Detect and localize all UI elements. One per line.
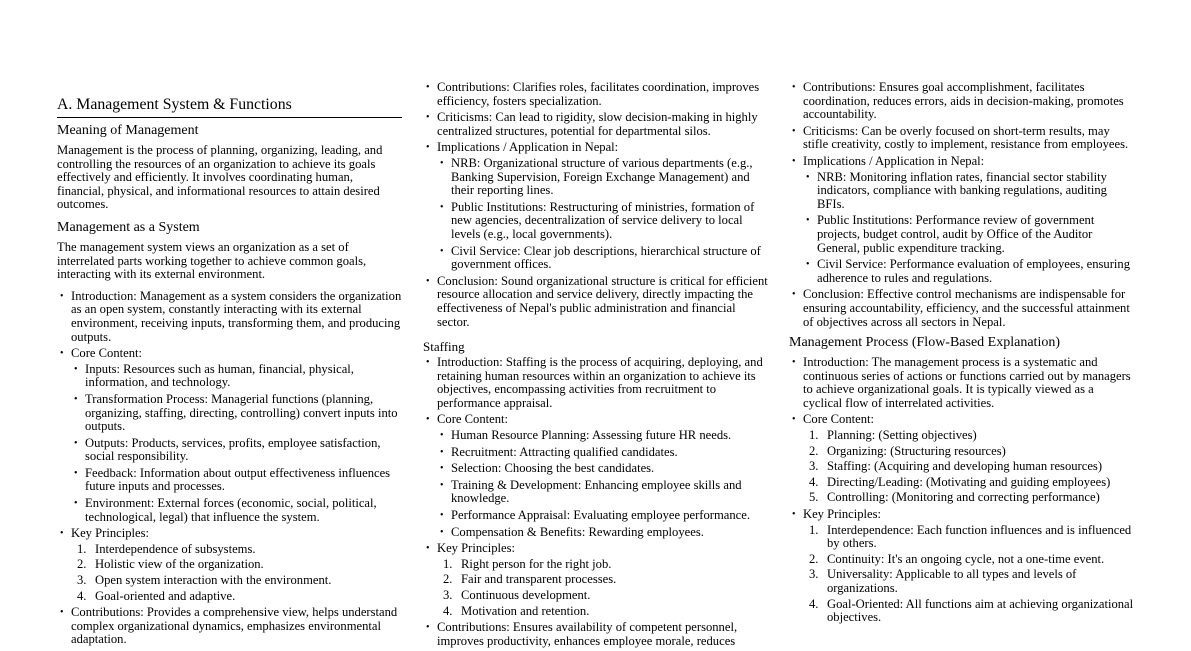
process-heading: Management Process (Flow-Based Explanation) (789, 335, 1060, 351)
list-item: 1. Interdependence of subsystems. (77, 541, 256, 556)
principles-list (437, 558, 768, 618)
list-item: 5. Controlling: (Monitoring and correcting performance) (809, 490, 1100, 505)
principles-label: Key Principles: (803, 507, 881, 522)
list-item: • Contributions: Clarifies roles, facilitates coordination, improves efficiency, fosters specialization. (423, 81, 768, 108)
list-item: • Transformation Process: Managerial functions (planning, organizing, staffing, directing, controlling) convert inputs into outputs. (71, 393, 402, 434)
principles-list (71, 543, 402, 603)
list-item: 3. Open system interaction with the environment. (77, 573, 332, 588)
list-item: 3. Staffing: (Acquiring and developing human resources) (809, 459, 1103, 474)
list-item: • Contributions: Ensures availability of competent personnel, improves productivity, enhances employee morale, reduces (423, 621, 768, 648)
list-item: • Inputs: Resources such as human, financial, physical, information, and technology. (71, 363, 402, 390)
list-item (57, 527, 402, 603)
core-label: Core Content: (803, 412, 875, 427)
list-item: • Contributions: Provides a comprehensive view, helps understand complex organizational dynamics, emphasizes environmental adaptation. (57, 606, 402, 647)
list-item: • Introduction: The management process is a systematic and continuous series of actions or functions carried out by managers to achieve organizational goals. It is typically viewed as a cyclical flow of interrelated activities. (789, 356, 1136, 410)
list-item: • Conclusion: Effective control mechanisms are indispensable for ensuring accountability, efficiency, and the successful attainment of objectives across all sectors in Nepal. (789, 288, 1136, 329)
implications-list (437, 157, 768, 272)
list-item: 4. Motivation and retention. (443, 603, 590, 618)
list-item: • Selection: Choosing the best candidates. (437, 462, 768, 476)
column-3 (789, 81, 1136, 628)
list-item: • Introduction: Management as a system considers the organization as an open system, constantly interacting with its external environment, receiving inputs, transforming them, and producing outputs. (57, 290, 402, 344)
list-item: 2. Organizing: (Structuring resources) (809, 443, 1006, 458)
list-item: 2. Continuity: It's an ongoing cycle, not a one-time event. (809, 551, 1105, 566)
list-item: 4. Directing/Leading: (Motivating and guiding employees) (809, 474, 1111, 489)
list-item (423, 141, 768, 271)
list-item: • Recruitment: Attracting qualified candidates. (437, 446, 768, 460)
list-item (423, 413, 768, 539)
system-list (57, 290, 402, 647)
principles-label: Key Principles: (437, 541, 515, 556)
list-item: 2. Holistic view of the organization. (77, 557, 264, 572)
principles-label: Key Principles: (71, 526, 149, 541)
section-title: A. Management System & Functions (57, 95, 402, 118)
core-label: Core Content: (437, 412, 509, 427)
controlling-list (789, 81, 1136, 329)
system-text: The management system views an organization as a set of interrelated parts working together to achieve common goals, interacting with its external environment. (57, 239, 367, 282)
list-item: • NRB: Organizational structure of various departments (e.g., Banking Supervision, Foreign Exchange Management) and their reporting lines. (437, 157, 768, 198)
list-item: 1. Planning: (Setting objectives) (809, 428, 977, 443)
implications-label: Implications / Application in Nepal: (803, 153, 985, 168)
list-item: • Compensation & Benefits: Rewarding employees. (437, 526, 768, 540)
list-item: • Civil Service: Clear job descriptions, hierarchical structure of government offices. (437, 245, 768, 272)
list-item: • Civil Service: Performance evaluation of employees, ensuring adherence to rules and regulations. (803, 258, 1136, 285)
list-item: • Criticisms: Can be overly focused on short-term results, may stifle creativity, costly to implement, resistance from employees. (789, 125, 1136, 152)
list-item: 3. Continuous development. (443, 588, 591, 602)
core-list (71, 363, 402, 525)
staffing-list (423, 356, 768, 648)
core-list (803, 429, 1136, 505)
core-list (437, 429, 768, 539)
implications-list (803, 171, 1136, 286)
staffing-heading: Staffing (423, 339, 465, 355)
list-item: 2. Fair and transparent processes. (443, 572, 617, 587)
list-item: 1. Interdependence: Each function influences and is influenced by others. (809, 522, 1132, 551)
list-item: • Public Institutions: Restructuring of ministries, formation of new agencies, decentralization of service delivery to local levels (e.g., local governments). (437, 201, 768, 242)
list-item: • NRB: Monitoring inflation rates, financial sector stability indicators, compliance with banking regulations, auditing BFIs. (803, 171, 1136, 212)
meaning-heading: Meaning of Management (57, 123, 199, 138)
list-item: • Conclusion: Sound organizational structure is critical for efficient resource allocation and service delivery, directly impacting the effectiveness of Nepal's public administration and financial sector. (423, 275, 768, 329)
principles-list (803, 524, 1136, 625)
list-item: • Human Resource Planning: Assessing future HR needs. (437, 429, 768, 443)
column-1 (57, 95, 402, 650)
system-heading: Management as a System (57, 219, 200, 235)
list-item (789, 155, 1136, 285)
list-item: • Feedback: Information about output effectiveness influences future inputs and processes. (71, 467, 402, 494)
column-2 (423, 81, 768, 651)
list-item: 3. Universality: Applicable to all types and levels of organizations. (809, 567, 1077, 595)
list-item (423, 542, 768, 618)
organizing-list (423, 81, 768, 329)
meaning-text: Management is the process of planning, organizing, leading, and controlling the resources of an organization to achieve its goals effectively and efficiently. It involves coordinating human, financial, physical, and informational resources to attain desired outcomes. (57, 143, 383, 212)
list-item: • Performance Appraisal: Evaluating employee performance. (437, 509, 768, 523)
core-label: Core Content: (71, 346, 143, 361)
list-item (57, 347, 402, 524)
list-item: 4. Goal-Oriented: All functions aim at achieving organizational objectives. (809, 596, 1134, 625)
list-item: • Contributions: Ensures goal accomplishment, facilitates coordination, reduces errors, aids in decision-making, promotes accountability. (789, 81, 1136, 122)
list-item: • Training & Development: Enhancing employee skills and knowledge. (437, 479, 768, 506)
list-item: 4. Goal-oriented and adaptive. (77, 588, 236, 603)
process-list (789, 356, 1136, 625)
list-item (789, 413, 1136, 505)
list-item: • Environment: External forces (economic, social, political, technological, legal) that influence the system. (71, 497, 402, 524)
list-item: • Introduction: Staffing is the process of acquiring, deploying, and retaining human resources within an organization to achieve its objectives, encompassing activities from recruitment to performance appraisal. (423, 356, 768, 410)
list-item (789, 508, 1136, 625)
implications-label: Implications / Application in Nepal: (437, 140, 619, 155)
list-item: • Criticisms: Can lead to rigidity, slow decision-making in highly centralized structures, potential for departmental silos. (423, 111, 768, 138)
list-item: • Public Institutions: Performance review of government projects, budget control, audit by Office of the Auditor General, public expenditure tracking. (803, 214, 1136, 255)
list-item: • Outputs: Products, services, profits, employee satisfaction, social responsibility. (71, 437, 402, 464)
list-item: 1. Right person for the right job. (443, 556, 612, 571)
